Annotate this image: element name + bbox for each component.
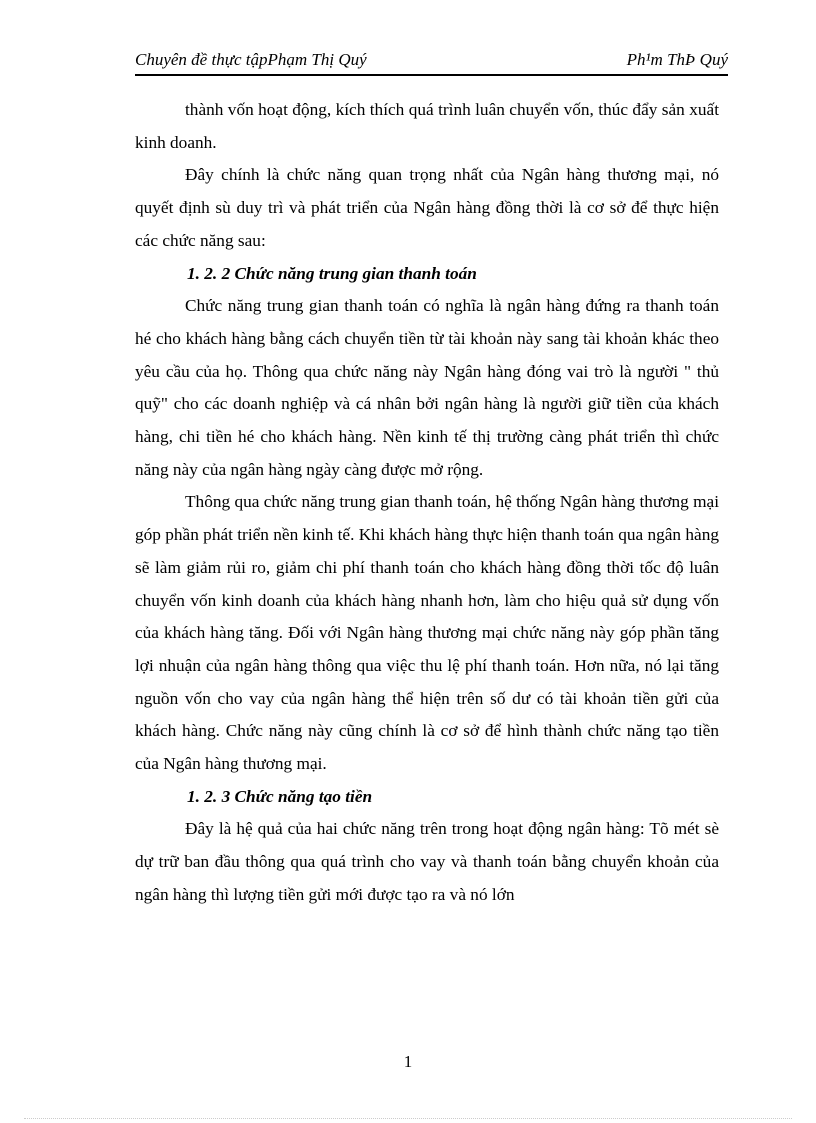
header-document-title: Chuyên đề thực tậpPhạm Thị Quý [135, 50, 367, 69]
paragraph: Đây là hệ quả của hai chức năng trên trong hoạt động ngân hàng: Tõ mét sè dự trữ ban đầu thông qua quá trình cho vay và thanh toán bằng chuyển khoản của ngân hàng thì lượng tiền gửi mới được tạo ra và nó lớn [135, 819, 719, 904]
page-number: 1 [403, 1052, 413, 1071]
page-bottom-divider [24, 1118, 792, 1119]
paragraph: Thông qua chức năng trung gian thanh toán, hệ thống Ngân hàng thương mại góp phần phát triển nền kinh tế. Khi khách hàng thực hiện thanh toán qua ngân hàng sẽ làm giảm rủi ro, giảm chi phí thanh toán cho khách hàng đồng thời tốc độ luân chuyển vốn kinh doanh của khách hàng nhanh hơn, làm cho hiệu quả sử dụng vốn của khách hàng tăng. Đối với Ngân hàng thương mại chức năng này góp phần tăng lợi nhuận của ngân hàng thông qua việc thu lệ phí thanh toán. Hơn nữa, nó lại tăng nguồn vốn cho vay của ngân hàng thể hiện trên số dư có tài khoản tiền gửi của khách hàng. Chức năng này cũng chính là cơ sở để hình thành chức năng tạo tiền của Ngân hàng thương mại. [135, 492, 719, 774]
paragraph: thành vốn hoạt động, kích thích quá trình luân chuyển vốn, thúc đẩy sản xuất kinh doanh. [135, 100, 719, 152]
paragraph: Đây chính là chức năng quan trọng nhất của Ngân hàng thương mại, nó quyết định sù duy trì và phát triển của Ngân hàng đồng thời là cơ sở để thực hiện các chức năng sau: [135, 165, 719, 250]
section-heading: 1. 2. 3 Chức năng tạo tiền [187, 786, 373, 806]
section-heading: 1. 2. 2 Chức năng trung gian thanh toán [187, 263, 477, 283]
page-header [135, 50, 728, 76]
paragraph: Chức năng trung gian thanh toán có nghĩa là ngân hàng đứng ra thanh toán hé cho khách hàng bằng cách chuyển tiền từ tài khoản này sang tài khoản khác theo yêu cầu của họ. Thông qua chức năng này Ngân hàng đóng vai trò là người " thủ quỹ" cho các doanh nghiệp và cá nhân bởi ngân hàng là người giữ tiền của khách hàng, chi tiền hé cho khách hàng. Nền kinh tế thị trường càng phát triển thì chức năng này của ngân hàng ngày càng được mở rộng. [135, 296, 719, 479]
header-author: Ph¹m ThÞ Quý [626, 50, 728, 69]
page-body [135, 94, 719, 912]
